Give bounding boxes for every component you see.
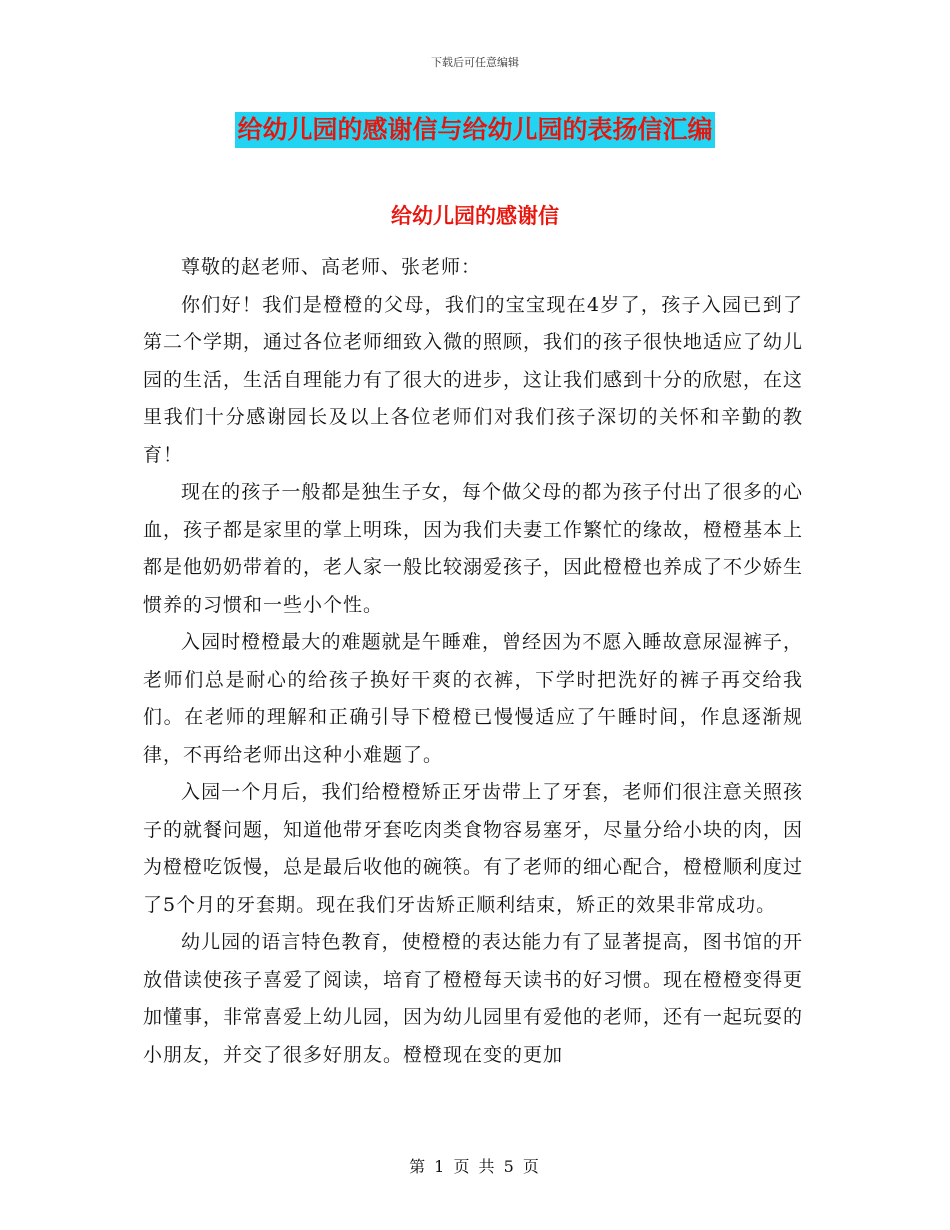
main-title: 给幼儿园的感谢信与给幼儿园的表扬信汇编 [235, 112, 714, 148]
letter-paragraph-4: 入园一个月后，我们给橙橙矫正牙齿带上了牙套，老师们很注意关照孩子的就餐问题，知道他带牙套吃肉类食物容易塞牙，尽量分给小块的肉，因为橙橙吃饭慢，总是最后收他的碗筷。有了老师的细心配合，橙橙顺利度过了5个月的牙套期。现在我们牙齿矫正顺利结束，矫正的效果非常成功。 [143, 781, 804, 916]
header-note: 下载后可任意编辑 [431, 56, 519, 69]
letter-salutation: 尊敬的赵老师、高老师、张老师： [181, 256, 482, 278]
section-title: 给幼儿园的感谢信 [391, 203, 559, 228]
page-footer: 第 1 页 共 5 页 [409, 1157, 541, 1176]
main-title-wrap [0, 112, 950, 148]
letter-paragraph-3: 入园时橙橙最大的难题就是午睡难，曾经因为不愿入睡故意尿湿裤子，老师们总是耐心的给孩子换好干爽的衣裤，下学时把洗好的裤子再交给我们。在老师的理解和正确引导下橙橙已慢慢适应了午睡时间，作息逐渐规律，不再给老师出这种小难题了。 [143, 631, 803, 766]
letter-body [143, 249, 803, 1074]
letter-paragraph-1: 你们好！我们是橙橙的父母，我们的宝宝现在4岁了，孩子入园已到了第二个学期，通过各位老师细致入微的照顾，我们的孩子很快地适应了幼儿园的生活，生活自理能力有了很大的进步，这让我们感到十分的欣慰，在这里我们十分感谢园长及以上各位老师们对我们孩子深切的关怀和辛勤的教育！ [143, 293, 804, 466]
letter-paragraph-2: 现在的孩子一般都是独生子女，每个做父母的都为孩子付出了很多的心血，孩子都是家里的掌上明珠，因为我们夫妻工作繁忙的缘故，橙橙基本上都是他奶奶带着的，老人家一般比较溺爱孩子，因此橙橙也养成了不少娇生惯养的习惯和一些小个性。 [143, 481, 804, 616]
letter-paragraph-5: 幼儿园的语言特色教育，使橙橙的表达能力有了显著提高，图书馆的开放借读使孩子喜爱了阅读，培育了橙橙每天读书的好习惯。现在橙橙变得更加懂事，非常喜爱上幼儿园，因为幼儿园里有爱他的老师，还有一起玩耍的小朋友，并交了很多好朋友。橙橙现在变的更加 [143, 931, 804, 1066]
